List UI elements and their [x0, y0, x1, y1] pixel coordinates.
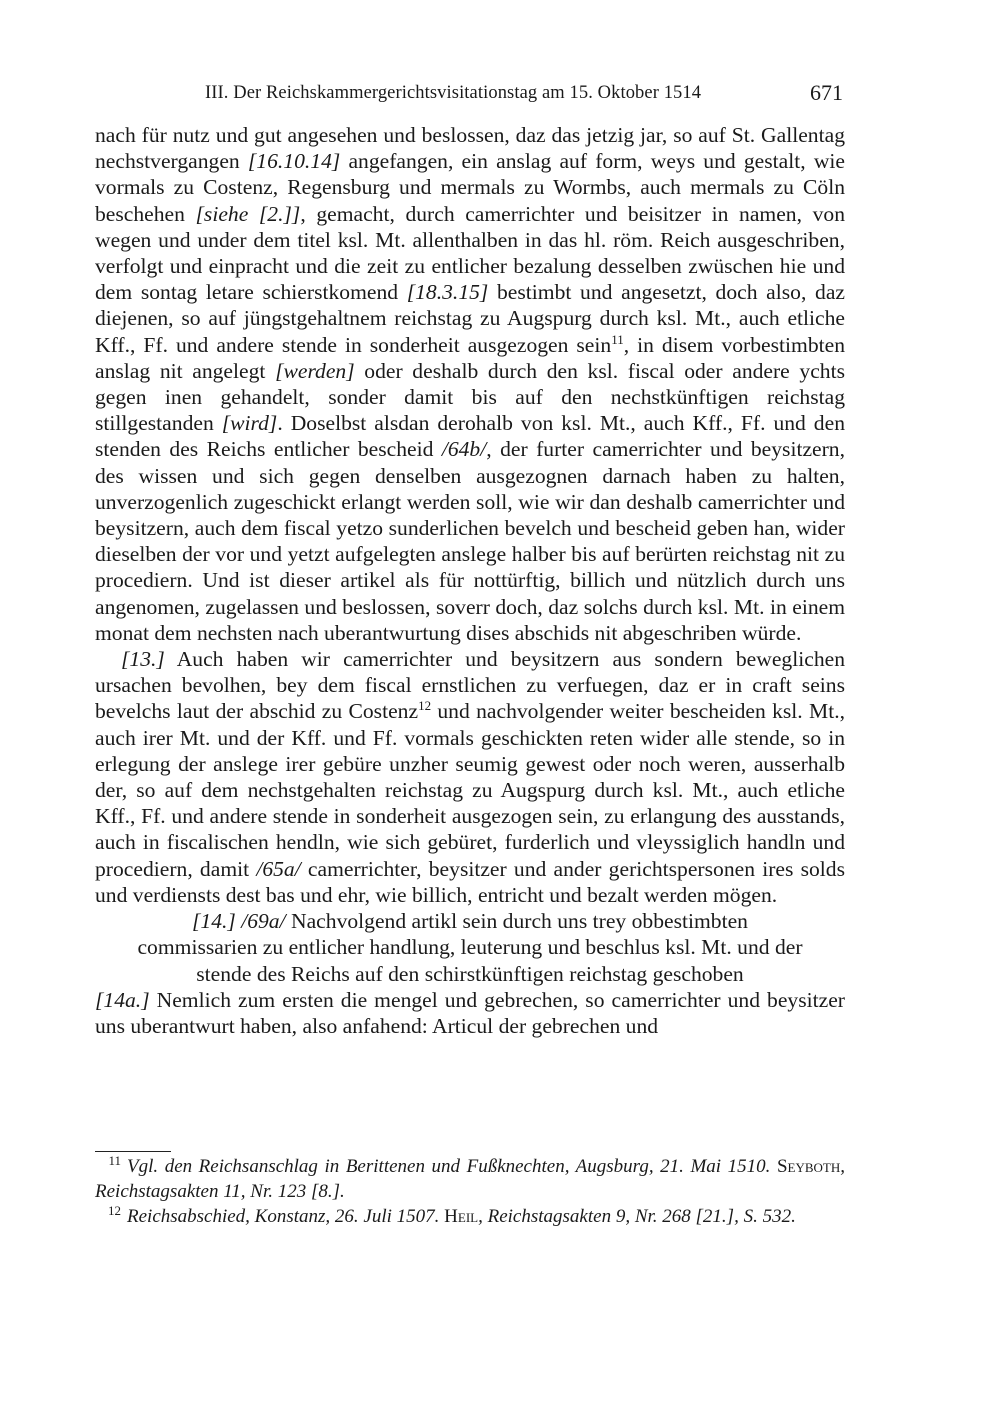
footnotes [95, 1154, 845, 1229]
footnote-marker[interactable]: 12 [418, 698, 432, 714]
paragraph-13: [13.] Auch haben wir camerrichter und beysitzern aus sondern beweglichen ursachen bevolhen, bey dem fiscal ernstlichen zu verfuegen, daz er in craft seins bevelchs laut der abschid zu Costenz$^{12}$ und nachvolgender weiter bescheiden ksl. Mt., auch irer Mt. und der Kff. und Ff. vormals geschickten reten wider alle stende, so in erlegung der anslege irer gebüre unzher seumig gewest oder noch weren, ausserhalb der, so auf dem nechstgehalten reichstag zu Augspurg durch ksl. Mt., auch etliche Kff., Ff. und andere stende in sonderheit ausgezogen sein, zu erlangung des ausstands, auch in fiscalischen hendln, wie sich gebüret, furderlich und vleyssiglich handln und procediern, damit /65a/ camerrichter, beysitzer und ander gerichtspersonen ires solds und verdiensts dest bas und ehr, wie billich, entricht und bezalt werden mögen. [95, 647, 845, 907]
author-name: Seyboth [776, 1156, 841, 1177]
section-number: [14.] /69a/ [192, 909, 286, 934]
footnote: 11 Vgl. den Reichsanschlag in Berittenen und Fußknechten, Augsburg, 21. Mai 1510. Seyboth, Reichstagsakten 11, Nr. 123 [8.]. [95, 1153, 845, 1202]
cross-reference: [siehe [2.]] [195, 201, 301, 226]
section-heading: [14.] /69a/ Nachvolgend artikl sein durch uns trey obbestimbten commissarien zu entlicher handlung, leuterung und beschlus ksl. Mt. und der stende des Reichs auf den schirstkünftigen reichstag geschoben [137, 909, 803, 986]
body-text [95, 122, 845, 1039]
paragraph-14a: [14a.] Nemlich zum ersten die mengel und gebrechen, so camerrichter und beysitzer uns uberantwurt haben, also anfahend: Articul der gebrechen und [95, 987, 845, 1038]
folio-marker: /64b/ [441, 437, 487, 462]
footnote-marker[interactable]: 11 [611, 331, 624, 347]
footnote: 12 Reichsabschied, Konstanz, 26. Juli 1507. Heil, Reichstagsakten 9, Nr. 268 [21.], S. 532. [108, 1203, 796, 1227]
section-number: [14a.] [95, 987, 150, 1012]
folio-marker: /65a/ [256, 856, 301, 881]
paragraph-continued: nach für nutz und gut angesehen und beslossen, daz das jetzig jar, so auf St. Gallentag nechstvergangen [16.10.14] angefangen, ein anslag auf form, weys und gestalt, wie vormals zu Costenz, Regensburg und mermals zu Wormbs, auch mermals zu Cöln beschehen [siehe [2.]], gemacht, durch camerrichter und beisitzer in namen, von wegen und under dem titel ksl. Mt. allenthalben in das hl. röm. Reich ausgeschriben, verfolgt und einpracht und die zeit zu entlicher bezalung desselben zwüschen hie und dem sontag letare schierstkomend [18.3.15] bestimbt und angesetzt, doch also, daz diejenen, so auf jüngstgehaltnem reichstag zu Augspurg durch ksl. Mt., auch etliche Kff., Ff. und andere stende in sonderheit ausgezogen sein$^{11}$, in disem vorbestimbten anslag nit angelegt [werden] oder deshalb durch den ksl. fiscal oder andere ychts gegen inen gehandelt, sonder damit bis auf den nechstkünftigen reichstag stillgestanden [wird]. Doselbst alsdan derohalb von ksl. Mt., auch Kff., Ff. und den stenden des Reichs entlicher bescheid /64b/, der furter camerrichter und beysitzern, des wissen und sich gegen denselben ausgezognen darnach haben zu halten, unverzogenlich zugeschickt erlangt werden soll, wie wir dan deshalb camerrichter und beysitzern, auch dem fiscal yetzo sunderlichen bevelch und bescheid geben han, wider dieselben der vor und yetzt aufgelegten anslege halber bis auf berürten reichstag nit zu procediern. Und ist dieser artikel als für nottürftig, billich und nützlich durch uns angenomen, zugelassen und beslossen, soverr doch, daz solchs durch ksl. Mt. in einem monat dem nechsten nach uberantwurtung dises abschids nit abgeschriben würde. [95, 123, 846, 645]
author-name: Heil [444, 1206, 479, 1227]
editorial-insertion: [wird] [221, 411, 278, 436]
date-annotation: [18.3.15] [406, 280, 489, 305]
date-annotation: [16.10.14] [247, 149, 341, 174]
editorial-insertion: [werden] [275, 358, 355, 383]
section-number: [13.] [121, 647, 165, 672]
footnote-divider [95, 1151, 171, 1152]
page-number: 671 [810, 80, 843, 105]
page-header [95, 80, 845, 110]
running-title: III. Der Reichskammergerichtsvisitationstag am 15. Oktober 1514 [205, 83, 702, 103]
